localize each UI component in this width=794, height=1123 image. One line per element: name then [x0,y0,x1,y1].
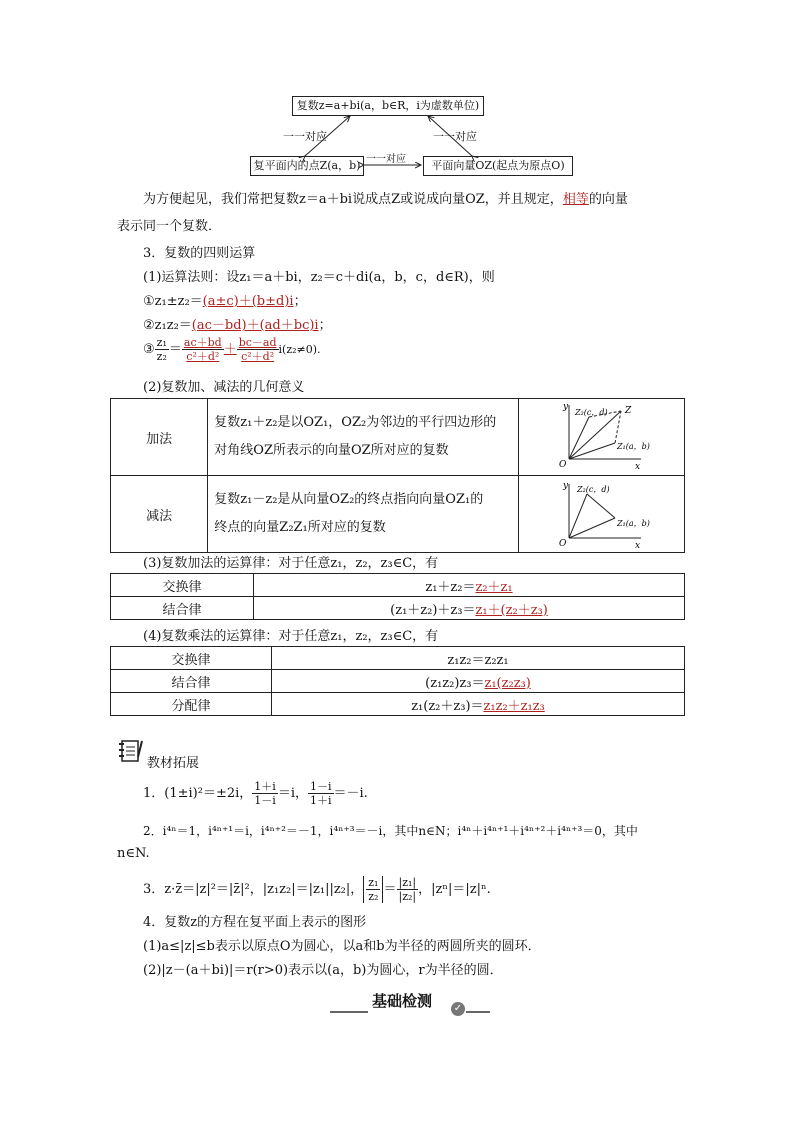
add-fig-x: x [634,462,641,471]
banner-title: 基础检测 [372,992,433,1010]
notebook-icon [118,737,144,765]
r2-red: (ac－bd)＋(ad＋bc)i [191,318,319,333]
geo-sub-text-1: 复数z₁－z₂是从向量OZ₂的终点指向向量OZ₁的 [214,492,484,507]
ext-abs-frac: $\frac{\text{z₁}}{\text{z₂}}$ [368,876,379,903]
add-laws-table [110,573,685,620]
diagram-bottom-edge-label: 一一对应 [366,154,406,165]
ext-title: 教材拓展 [147,756,200,771]
diagram-right-edge-label: 一一对应 [433,130,477,143]
geo-add-label: 加法 [111,399,208,476]
r3-plus: ＋ [223,342,237,357]
ext-item-3: 3．z·z̄＝|z|²＝|z̄|²，|z₁z₂|＝|z₁||z₂|， $\frac{\text{z₁}}{\text{z₂}}$ ＝ $\frac{\text{|z₁|}}{\text{|z₂|}}$ ，|zⁿ|＝|z|ⁿ. [143,876,491,903]
r3-pre: ③ [143,342,155,357]
mul-law-formula: z₁(z₂＋z₃)＝z₁z₂＋z₁z₃ [272,693,685,716]
ext-item-1: 1．(1±i)²＝±2i， $\frac{1+i}{1-i}$ ＝i， $\frac{1-i}{1+i}$ ＝－i. [143,780,368,807]
r3-eq: ＝ [168,342,182,357]
geo-sub-label: 减法 [111,476,208,553]
r3-frac-1: $\frac{ac+bd}{\text{c²＋d²}}$ [183,336,222,363]
ext-item-4: 4．复数z的方程在复平面上表示的图形 [143,915,367,930]
sub-fig-z1: Z₁(a，b) [616,519,650,528]
diagram-right-box: 平面向量OZ(起点为原点O) [423,156,573,176]
geo-sub-text [208,476,519,553]
r3-frac-2: $\frac{bc-ad}{\text{c²＋d²}}$ [238,336,277,363]
intro-line-2: 表示同一个复数． [117,219,222,234]
geo-title: (2)复数加、减法的几何意义 [143,380,305,395]
sub-fig-o: O [558,539,567,548]
diagram-arrows [0,0,794,200]
geo-sub-text-2: 终点的向量Z₂Z₁所对应的复数 [214,520,386,535]
add-fig-z2: Z₂(c，d) [574,408,608,417]
intro-red: 相等 [562,192,589,207]
mul-law-name: 结合律 [111,670,272,693]
geo-add-text [208,399,519,476]
r1-red: (a±c)＋(b±d)i [202,294,294,309]
diagram-left-edge-label: 一一对应 [283,130,327,143]
check-circle-icon: ✓ [451,1002,465,1016]
banner-line-left [330,1011,368,1013]
mul-laws-table [110,646,685,716]
sec3-rule-3 [143,336,321,363]
mul-law-name: 交换律 [111,647,272,670]
r2-pre: ②z₁z₂＝ [143,318,192,333]
geo-sub-figure [518,476,684,553]
sec3-rule-1 [143,290,307,309]
add-laws-title: (3)复数加法的运算律：对于任意z₁，z₂，z₃∈C，有 [143,556,439,571]
add-law-name: 交换律 [111,574,254,597]
add-law-name: 结合律 [111,597,254,620]
ext-frac-1: $\frac{1+i}{1-i}$ [254,780,276,807]
ext-item-4b: (2)|z－(a＋bi)|＝r(r>0)表示以(a，b)为圆心，r为半径的圆． [143,963,503,978]
intro-text: 为方便起见，我们常把复数z＝a＋bi说成点Z或说成向量OZ，并且规定， [143,192,563,207]
ext-item-2-line-2: n∈N. [117,846,150,861]
banner-line-right [466,1011,490,1013]
mul-law-formula: z₁z₂＝z₂z₁ [272,647,685,670]
diagram-top-box: 复数z=a+bi(a，b∈R，i为虚数单位) [292,96,484,116]
r1-pre: ①z₁±z₂＝ [143,294,203,309]
intro-post: 的向量 [588,192,628,207]
geo-add-text-2: 对角线OZ所表示的向量OZ所对应的复数 [214,443,449,458]
add-fig-z1: Z₁(a，b) [616,442,650,451]
geo-add-text-1: 复数z₁＋z₂是以OZ₁，OZ₂为邻边的平行四边形的 [214,415,497,430]
intro-line-1 [143,188,628,207]
add-law-formula: z₁＋z₂＝z₂＋z₁ [254,574,685,597]
add-law-formula: (z₁＋z₂)＋z₃＝z₁＋(z₂＋z₃) [254,597,685,620]
ext-item-2-line-1: 2．i⁴ⁿ＝1，i⁴ⁿ⁺¹＝i，i⁴ⁿ⁺²＝－1，i⁴ⁿ⁺³＝－i，其中n∈N；i⁴ⁿ＋i⁴ⁿ⁺¹＋i⁴ⁿ⁺²＋i⁴ⁿ⁺³＝0，其中 [143,824,638,838]
mul-law-formula: (z₁z₂)z₃＝z₁(z₂z₃) [272,670,685,693]
mul-laws-title: (4)复数乘法的运算律：对于任意z₁，z₂，z₃∈C，有 [143,629,439,644]
ext-item-4a: (1)a≤|z|≤b表示以原点O为圆心，以a和b为半径的两圆所夹的圆环． [143,939,541,954]
sub-fig-y: y [562,481,569,491]
sub-fig-x: x [634,541,641,548]
sub-figure-svg [519,476,684,548]
mul-law-name: 分配律 [111,693,272,716]
add-fig-z: Z [624,406,632,416]
sec3-title: 3．复数的四则运算 [143,246,256,261]
ext-frac-2: $\frac{1-i}{1+i}$ [309,780,332,807]
r3-post: i(z₂≠0). [278,343,321,356]
geo-table [110,398,685,553]
diagram-left-box: 复平面内的点Z(a，b) [250,156,364,176]
add-fig-y: y [562,402,569,412]
r3-lhs-frac: $\frac{\text{z₁}}{\text{z₂}}$ [156,336,167,363]
sec3-rule: (1)运算法则：设z₁＝a＋bi，z₂＝c＋di(a，b，c，d∈R)，则 [143,270,495,285]
add-figure-svg [519,399,684,471]
ext-rhs-frac: $\frac{\text{|z₁|}}{\text{|z₂|}}$ [398,876,417,903]
r2-post: ； [318,318,332,333]
add-fig-o: O [558,460,567,470]
r1-post: ； [293,294,307,309]
sub-fig-z2: Z₂(c，d) [576,485,610,494]
sec3-rule-2 [143,314,332,333]
geo-add-figure [518,399,684,476]
